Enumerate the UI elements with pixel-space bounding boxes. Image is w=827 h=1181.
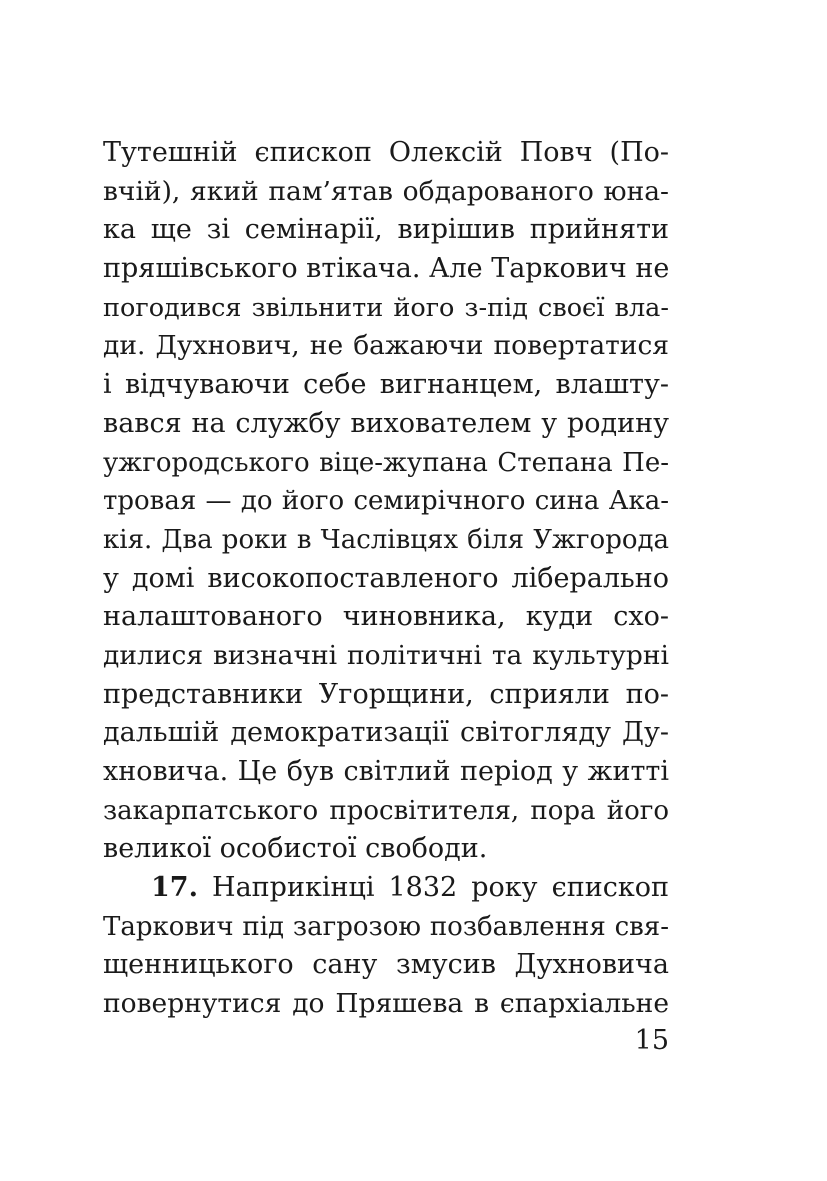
text-line: і відчуваючи себе вигнанцем, влашту- (103, 369, 669, 401)
text-line: Таркович під загрозою позбавлення свя- (103, 911, 669, 942)
text-line: погодився звільнити його з-під своєї вла- (103, 292, 669, 323)
page-number: 15 (634, 1025, 669, 1056)
text-line: закарпатського просвітителя, пора його (103, 795, 669, 826)
text-line: дилися визначні політичні та культурні (103, 639, 669, 671)
text-line: представники Угорщини, сприяли по- (103, 678, 669, 710)
text-line: ка ще зі семінарії, вирішив прийняти (103, 214, 669, 246)
paragraph-2 (103, 869, 669, 1024)
text-line: Тутешній єпископ Олексій Повч (По- (103, 137, 669, 168)
section-number: 17. (151, 872, 198, 904)
text-line: повернутися до Пряшева в єпархіальне (103, 988, 669, 1020)
text-line: хновича. Це був світлий період у житті (103, 756, 669, 787)
text-line-first (103, 869, 669, 908)
text-fragment: Наприкінці 1832 року єпископ (197, 872, 669, 904)
text-line: вчій), який пам’ятав обдарованого юна- (103, 175, 669, 207)
text-line: у домі високопоставленого ліберально (103, 562, 669, 594)
text-line: тровая — до його семирічного сина Ака- (103, 486, 669, 517)
text-line: великої особистої свободи. (103, 833, 488, 865)
text-line: вався на службу вихователем у родину (103, 407, 669, 439)
text-line: щенницького сану змусив Духновича (103, 949, 669, 981)
text-line: ди. Духнович, не бажаючи повертатися (103, 330, 669, 362)
paragraph-1 (103, 134, 669, 869)
text-line: ужгородського віце-жупана Степана Пе- (103, 447, 669, 478)
text-line: дальшій демократизації світогляду Ду- (103, 717, 669, 749)
text-line: пряшівського втікача. Але Таркович не (103, 253, 670, 285)
text-line: налаштованого чиновника, куди схо- (103, 601, 669, 633)
text-line: кія. Два роки в Часлівцях біля Ужгорода (103, 524, 669, 555)
page-body (103, 134, 669, 1024)
